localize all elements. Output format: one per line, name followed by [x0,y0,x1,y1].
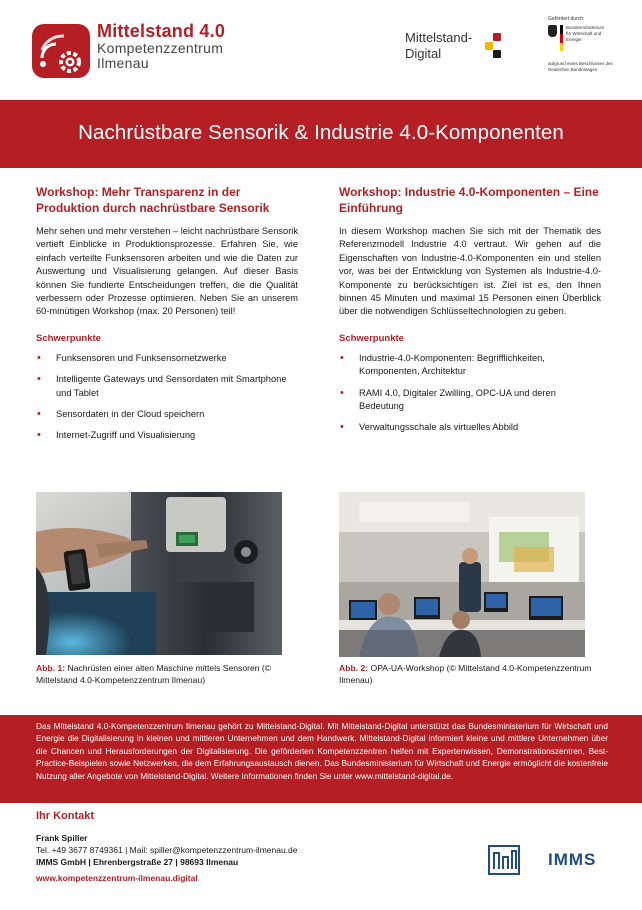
kompetenzzentrum-logo-icon [32,24,90,78]
md-logo-line1: Mittelstand- [405,30,473,45]
list-item: • Intelligente Gateways und Sensordaten mit Smartphone und Tablet [36,373,298,400]
mittelstand-digital-squares-icon [485,33,501,59]
mittelstand-digital-logo [405,30,472,63]
list-item: • Industrie-4.0-Komponenten: Begrifflichkeiten, Komponenten, Architektur [339,352,601,379]
contact-heading: Ihr Kontakt [36,810,95,822]
left-schwerpunkte-heading: Schwerpunkte [36,332,101,344]
left-workshop-body: Mehr sehen und mehr verstehen – leicht nachrüstbare Sensorik vertieft Einblicke in Produktionsprozesse. Erfahren Sie, wie einfach verteilte Funksensoren arbeiten und wie die Daten zur Auswertung und Visualisierung gelangen. Auf dieser Basis können Sie fundierte Entscheidungen treffen, die die Qualität verbessern oder Prozesse optimieren. Neben Sie an unserem 60-minütigen Workshop (max. 20 Personen) teil! [36,226,299,317]
logo-subtitle-line1: Kompetenzzentrum [97,39,224,56]
logo-title: Mittelstand 4.0 [97,21,226,41]
list-item: • RAMI 4.0, Digitaler Zwilling, OPC-UA und deren Bedeutung [339,387,601,414]
eagle-icon [548,25,557,37]
page-title: Nachrüstbare Sensorik & Industrie 4.0-Komponenten [78,121,564,144]
right-workshop-column [339,184,601,443]
german-flag-icon [560,25,563,51]
left-workshop-heading: Workshop: Mehr Transparenz in der Produktion durch nachrüstbare Sensorik [36,185,270,215]
info-text: Das Mittelstand 4.0-Kompetenzzentrum Ilmenau gehört zu Mittelstand-Digital. Mit Mittelstand-Digital unterstützt das Bundesministerium für Wirtschaft und Energie die Digitalisierung in kleinen und mittleren Unternehmen und dem Handwerk. Mittelstand-Digital informiert kleine und mittlere Unternehmen über die Chancen und Herausforderungen der Digitalisierung. Die geförderten Kompetenzzentren helfen mit Expertenwissen, Demonstrationszentren, Best-Practice-Beispielen sowie Netzwerken, die dem Erfahrungsaustausch dienen. Das Bundesministerium für Wirtschaft und Energie ermöglicht die kostenfreie Nutzung aller Angebote von Mittelstand-Digital. Weitere Informationen finden Sie unter www.mittelstand-digital.de. [36,721,608,781]
left-schwerpunkte-list [36,352,298,443]
caption-2-label: Abb. 2: [339,663,369,673]
imms-logo-text: IMMS [548,850,597,869]
caption-figure-2 [339,662,601,687]
list-item: • Internet-Zugriff und Visualisierung [36,429,298,442]
right-schwerpunkte-list [339,352,601,435]
right-schwerpunkte-heading: Schwerpunkte [339,332,404,344]
contact-address: IMMS GmbH | Ehrenbergstraße 27 | 98693 Ilmenau [36,857,239,867]
title-banner [0,100,642,168]
logo-subtitle-line2: Ilmenau [97,54,149,71]
contact-name: Frank Spiller [36,833,88,843]
mittelstand-digital-info-box [0,715,642,803]
caption-figure-1 [36,662,298,687]
caption-2-text: OPA-UA-Workshop (© Mittelstand 4.0-Kompetenzzentrum Ilmenau) [339,663,592,686]
kompetenzzentrum-logo-text [97,22,225,70]
bmwi-beschluss: aufgrund eines Beschlusses des Deutschen Bundestages [548,61,613,72]
machine-sensor-photo [36,492,282,655]
list-item: • Funksensoren und Funksensornetzwerke [36,352,298,365]
contact-phone-mail: Tel. +49 3677 8749361 | Mail: spiller@kompetenzzentrum-ilmenau.de [36,845,298,855]
bmwi-name: Bundesministerium für Wirtschaft und Energie [566,25,605,42]
page-header [0,0,642,100]
contact-website-link[interactable]: www.kompetenzzentrum-ilmenau.digital [36,873,198,883]
caption-1-text: Nachrüsten einer alten Maschine mittels Sensoren (© Mittelstand 4.0-Kompetenzzentrum Ilmenau) [36,663,272,686]
left-workshop-column [36,184,298,451]
right-workshop-body: In diesem Workshop machen Sie sich mit der Thematik des Referenzmodell Industrie 4.0 vertraut. Wir gehen auf die Eigenschaften von Industrie-4.0-Komponenten ein und stellen vor, was bei der Entwicklung von Systemen als Industrie-4.0-Komponente zu berücksichtigen ist. Ziel ist es, den Ihnen binnen 45 Minuten und maximal 15 Personen einen Überblick über die notwendigen Schlüsseltechnologien zu geben. [339,226,601,317]
list-item: • Verwaltungsschale als virtuelles Abbild [339,421,601,434]
bmwi-logo [548,16,628,73]
caption-1-label: Abb. 1: [36,663,66,673]
right-workshop-heading: Workshop: Industrie 4.0-Komponenten – Eine Einführung [339,185,599,215]
bmwi-gefoerdert-label: Gefördert durch: [548,16,585,22]
opc-ua-workshop-photo [339,492,585,657]
md-logo-line2: Digital [405,46,442,62]
contact-section [36,810,436,884]
list-item: • Sensordaten in der Cloud speichern [36,408,298,421]
